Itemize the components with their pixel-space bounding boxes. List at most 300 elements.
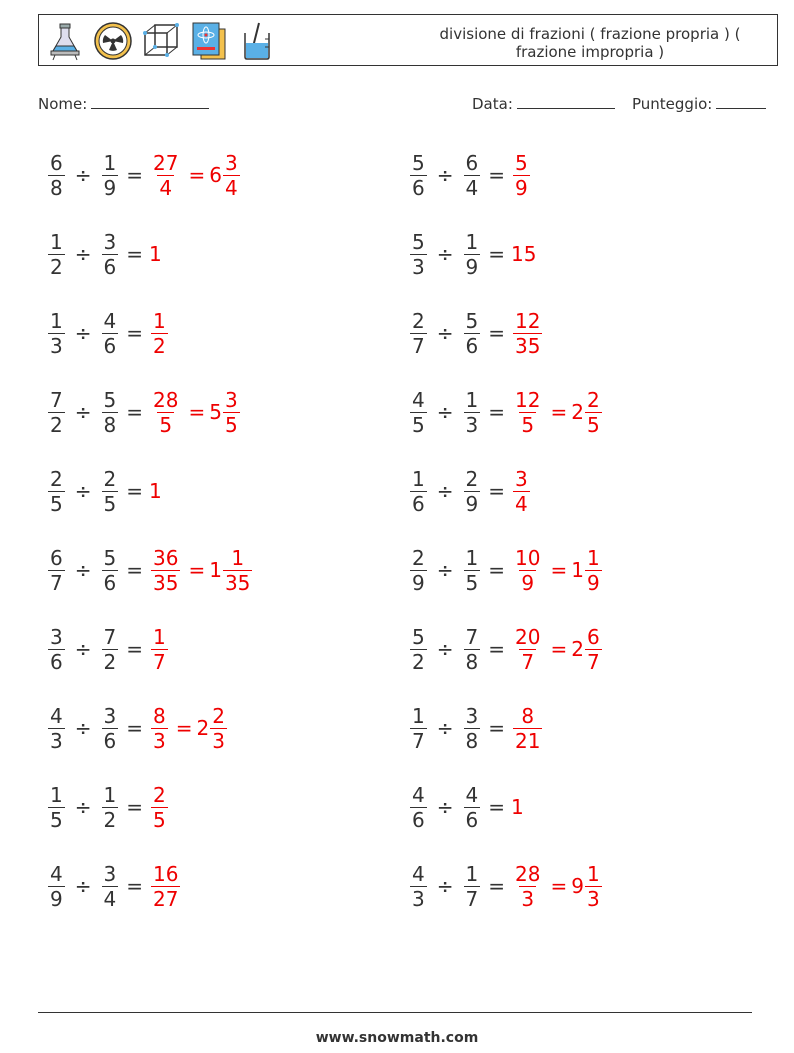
denominator: 5 bbox=[153, 807, 166, 832]
denominator: 8 bbox=[103, 412, 117, 437]
numerator: 12 bbox=[515, 308, 541, 333]
problem-item bbox=[408, 379, 602, 445]
answer-fraction bbox=[151, 388, 180, 437]
denominator: 6 bbox=[103, 333, 117, 358]
divide-sign: ÷ bbox=[436, 163, 454, 187]
answer-fraction bbox=[151, 151, 180, 200]
denominator: 2 bbox=[50, 254, 63, 279]
numerator: 5 bbox=[412, 229, 425, 254]
divide-sign: ÷ bbox=[436, 242, 454, 266]
divisor-fraction bbox=[102, 862, 119, 911]
answer-fraction bbox=[513, 862, 542, 911]
denominator: 6 bbox=[412, 491, 425, 516]
denominator: 9 bbox=[103, 175, 117, 200]
mixed-fraction bbox=[585, 625, 602, 674]
denominator: 3 bbox=[586, 886, 600, 911]
numerator: 5 bbox=[412, 624, 425, 649]
denominator: 6 bbox=[50, 649, 63, 674]
numerator: 28 bbox=[515, 861, 541, 886]
problem-item bbox=[46, 458, 162, 524]
denominator: 7 bbox=[465, 886, 479, 911]
numerator: 4 bbox=[412, 861, 425, 886]
numerator: 1 bbox=[50, 229, 63, 254]
worksheet-title: divisione di frazioni ( frazione propria ) ( frazione impropria ) bbox=[439, 25, 741, 61]
problem-item bbox=[408, 300, 544, 366]
numerator: 36 bbox=[153, 545, 179, 570]
problem-item bbox=[46, 616, 170, 682]
dividend-fraction bbox=[410, 467, 427, 516]
answer bbox=[149, 309, 170, 358]
answer-integer: 1 bbox=[149, 242, 162, 266]
problem-item bbox=[46, 853, 182, 919]
mixed-whole: 5 bbox=[209, 400, 222, 424]
denominator: 21 bbox=[515, 728, 541, 753]
numerator: 1 bbox=[50, 782, 63, 807]
divisor-fraction bbox=[102, 704, 119, 753]
worksheet-header bbox=[38, 14, 778, 66]
numerator: 4 bbox=[412, 782, 425, 807]
equals-sign: = bbox=[126, 400, 143, 424]
denominator: 8 bbox=[465, 649, 479, 674]
divisor-fraction bbox=[464, 862, 481, 911]
numerator: 3 bbox=[224, 150, 238, 175]
answer bbox=[511, 242, 536, 266]
problem-item bbox=[46, 695, 227, 761]
numerator: 3 bbox=[224, 387, 238, 412]
numerator: 5 bbox=[103, 387, 117, 412]
answer-fraction bbox=[513, 309, 542, 358]
denominator: 5 bbox=[224, 412, 238, 437]
denominator: 5 bbox=[50, 491, 63, 516]
numerator: 20 bbox=[515, 624, 541, 649]
divide-sign: ÷ bbox=[74, 321, 92, 345]
denominator: 4 bbox=[465, 175, 479, 200]
mixed-whole: 6 bbox=[209, 163, 222, 187]
divide-sign: ÷ bbox=[436, 795, 454, 819]
divisor-fraction bbox=[102, 388, 119, 437]
problem-item bbox=[408, 695, 544, 761]
numerator: 1 bbox=[231, 545, 245, 570]
numerator: 7 bbox=[103, 624, 117, 649]
divisor-fraction bbox=[102, 230, 119, 279]
divide-sign: ÷ bbox=[74, 400, 92, 424]
numerator: 6 bbox=[50, 545, 63, 570]
dividend-fraction bbox=[48, 230, 65, 279]
equals-sign: = bbox=[488, 479, 505, 503]
denominator: 2 bbox=[103, 807, 117, 832]
denominator: 3 bbox=[465, 412, 479, 437]
numerator: 2 bbox=[412, 308, 425, 333]
denominator: 4 bbox=[103, 886, 117, 911]
denominator: 6 bbox=[103, 570, 117, 595]
answer bbox=[511, 546, 602, 595]
mixed-fraction bbox=[585, 862, 602, 911]
denominator: 3 bbox=[412, 886, 425, 911]
equals-sign: = bbox=[126, 637, 143, 661]
answer bbox=[511, 704, 544, 753]
answer-equals-sign: = bbox=[550, 874, 568, 898]
divisor-fraction bbox=[464, 467, 481, 516]
divisor-fraction bbox=[464, 151, 481, 200]
denominator: 7 bbox=[50, 570, 63, 595]
dividend-fraction bbox=[48, 862, 65, 911]
divide-sign: ÷ bbox=[74, 795, 92, 819]
dividend-fraction bbox=[48, 467, 65, 516]
answer-fraction bbox=[513, 467, 530, 516]
denominator: 9 bbox=[412, 570, 425, 595]
problem-item bbox=[408, 221, 536, 287]
divide-sign: ÷ bbox=[436, 637, 454, 661]
divide-sign: ÷ bbox=[436, 874, 454, 898]
answer-integer: 15 bbox=[511, 242, 537, 266]
answer bbox=[511, 862, 602, 911]
numerator: 1 bbox=[465, 229, 479, 254]
dividend-fraction bbox=[48, 546, 65, 595]
equals-sign: = bbox=[488, 321, 505, 345]
denominator: 6 bbox=[465, 333, 479, 358]
divisor-fraction bbox=[464, 625, 481, 674]
problem-item bbox=[408, 142, 532, 208]
denominator: 8 bbox=[465, 728, 479, 753]
mixed-whole: 1 bbox=[571, 558, 584, 582]
numerator: 4 bbox=[103, 308, 117, 333]
answer-integer: 1 bbox=[511, 795, 524, 819]
numerator: 27 bbox=[153, 150, 179, 175]
mixed-fraction bbox=[223, 546, 252, 595]
dividend-fraction bbox=[410, 783, 427, 832]
divisor-fraction bbox=[464, 309, 481, 358]
answer bbox=[511, 309, 544, 358]
answer bbox=[511, 467, 532, 516]
equals-sign: = bbox=[126, 558, 143, 582]
numerator: 3 bbox=[103, 229, 117, 254]
answer-integer: 1 bbox=[149, 479, 162, 503]
equals-sign: = bbox=[488, 874, 505, 898]
divisor-fraction bbox=[102, 467, 119, 516]
divisor-fraction bbox=[464, 230, 481, 279]
denominator: 5 bbox=[586, 412, 600, 437]
denominator: 6 bbox=[103, 728, 117, 753]
name-field bbox=[38, 94, 209, 113]
denominator: 2 bbox=[103, 649, 117, 674]
numerator: 8 bbox=[521, 703, 535, 728]
divisor-fraction bbox=[464, 546, 481, 595]
divide-sign: ÷ bbox=[436, 400, 454, 424]
dividend-fraction bbox=[48, 309, 65, 358]
problem-item bbox=[46, 300, 170, 366]
divide-sign: ÷ bbox=[436, 321, 454, 345]
answer-equals-sign: = bbox=[188, 558, 206, 582]
divisor-fraction bbox=[464, 388, 481, 437]
problem-item bbox=[46, 221, 162, 287]
dividend-fraction bbox=[48, 704, 65, 753]
denominator: 5 bbox=[103, 491, 117, 516]
answer bbox=[149, 546, 252, 595]
denominator: 6 bbox=[465, 807, 479, 832]
numerator: 10 bbox=[515, 545, 541, 570]
denominator: 3 bbox=[412, 254, 425, 279]
mixed-whole: 2 bbox=[571, 637, 584, 661]
numerator: 2 bbox=[103, 466, 117, 491]
numerator: 2 bbox=[212, 703, 225, 728]
numerator: 6 bbox=[586, 624, 600, 649]
answer bbox=[149, 862, 182, 911]
dividend-fraction bbox=[410, 546, 427, 595]
answer-equals-sign: = bbox=[550, 637, 568, 661]
denominator: 4 bbox=[159, 175, 173, 200]
mixed-fraction bbox=[223, 388, 240, 437]
numerator: 1 bbox=[586, 861, 600, 886]
denominator: 5 bbox=[50, 807, 63, 832]
denominator: 3 bbox=[153, 728, 166, 753]
dividend-fraction bbox=[410, 309, 427, 358]
cube-icon bbox=[141, 21, 181, 61]
denominator: 3 bbox=[212, 728, 225, 753]
answer-equals-sign: = bbox=[188, 400, 206, 424]
denominator: 35 bbox=[515, 333, 541, 358]
divide-sign: ÷ bbox=[74, 558, 92, 582]
equals-sign: = bbox=[126, 321, 143, 345]
answer bbox=[149, 704, 227, 753]
dividend-fraction bbox=[410, 230, 427, 279]
divisor-fraction bbox=[102, 546, 119, 595]
problem-item bbox=[408, 853, 602, 919]
denominator: 3 bbox=[50, 728, 63, 753]
equals-sign: = bbox=[126, 479, 143, 503]
footer-url: www.snowmath.com bbox=[315, 1030, 479, 1046]
divide-sign: ÷ bbox=[436, 716, 454, 740]
dividend-fraction bbox=[410, 151, 427, 200]
dividend-fraction bbox=[410, 388, 427, 437]
denominator: 5 bbox=[159, 412, 173, 437]
mixed-fraction bbox=[223, 151, 240, 200]
equals-sign: = bbox=[488, 242, 505, 266]
answer bbox=[149, 388, 240, 437]
answer-fraction bbox=[151, 862, 180, 911]
numerator: 4 bbox=[50, 703, 63, 728]
numerator: 5 bbox=[103, 545, 117, 570]
divisor-fraction bbox=[102, 625, 119, 674]
answer-fraction bbox=[513, 704, 542, 753]
answer-equals-sign: = bbox=[175, 716, 193, 740]
answer-fraction bbox=[151, 546, 180, 595]
denominator: 6 bbox=[412, 175, 425, 200]
answer bbox=[149, 242, 162, 266]
problem-item bbox=[46, 142, 240, 208]
denominator: 7 bbox=[586, 649, 600, 674]
problem-item bbox=[408, 616, 602, 682]
numerator: 1 bbox=[465, 861, 479, 886]
problem-item bbox=[408, 537, 602, 603]
answer bbox=[511, 795, 524, 819]
numerator: 28 bbox=[153, 387, 179, 412]
score-label: Punteggio: bbox=[632, 95, 713, 113]
divide-sign: ÷ bbox=[74, 163, 92, 187]
answer bbox=[511, 388, 602, 437]
denominator: 9 bbox=[515, 175, 528, 200]
numerator: 1 bbox=[103, 150, 117, 175]
numerator: 1 bbox=[586, 545, 600, 570]
answer-fraction bbox=[151, 625, 168, 674]
equals-sign: = bbox=[488, 163, 505, 187]
denominator: 2 bbox=[153, 333, 166, 358]
denominator: 7 bbox=[412, 728, 425, 753]
numerator: 2 bbox=[153, 782, 166, 807]
answer-fraction bbox=[151, 783, 168, 832]
denominator: 35 bbox=[153, 570, 179, 595]
numerator: 3 bbox=[515, 466, 528, 491]
atom-book-icon bbox=[189, 21, 229, 61]
denominator: 8 bbox=[50, 175, 63, 200]
denominator: 9 bbox=[586, 570, 600, 595]
denominator: 7 bbox=[521, 649, 535, 674]
answer bbox=[511, 625, 602, 674]
divide-sign: ÷ bbox=[74, 242, 92, 266]
dividend-fraction bbox=[410, 625, 427, 674]
name-label: Nome: bbox=[38, 95, 88, 113]
mixed-whole: 2 bbox=[571, 400, 584, 424]
numerator: 1 bbox=[412, 703, 425, 728]
denominator: 4 bbox=[224, 175, 238, 200]
numerator: 1 bbox=[465, 545, 479, 570]
numerator: 7 bbox=[50, 387, 63, 412]
divide-sign: ÷ bbox=[74, 716, 92, 740]
denominator: 5 bbox=[465, 570, 479, 595]
denominator: 9 bbox=[465, 491, 479, 516]
equals-sign: = bbox=[488, 716, 505, 740]
numerator: 4 bbox=[50, 861, 63, 886]
numerator: 2 bbox=[50, 466, 63, 491]
dividend-fraction bbox=[48, 388, 65, 437]
equals-sign: = bbox=[126, 874, 143, 898]
denominator: 6 bbox=[412, 807, 425, 832]
dividend-fraction bbox=[48, 625, 65, 674]
answer-equals-sign: = bbox=[188, 163, 206, 187]
divisor-fraction bbox=[102, 151, 119, 200]
equals-sign: = bbox=[488, 795, 505, 819]
dividend-fraction bbox=[410, 704, 427, 753]
mixed-fraction bbox=[585, 546, 602, 595]
answer bbox=[149, 151, 240, 200]
divisor-fraction bbox=[102, 783, 119, 832]
denominator: 2 bbox=[50, 412, 63, 437]
denominator: 9 bbox=[465, 254, 479, 279]
denominator: 7 bbox=[153, 649, 166, 674]
divide-sign: ÷ bbox=[436, 558, 454, 582]
numerator: 3 bbox=[465, 703, 479, 728]
numerator: 4 bbox=[412, 387, 425, 412]
answer-fraction bbox=[151, 309, 168, 358]
divisor-fraction bbox=[464, 704, 481, 753]
numerator: 3 bbox=[50, 624, 63, 649]
equals-sign: = bbox=[488, 400, 505, 424]
numerator: 2 bbox=[465, 466, 479, 491]
divide-sign: ÷ bbox=[74, 637, 92, 661]
numerator: 1 bbox=[153, 624, 166, 649]
radiation-icon bbox=[93, 21, 133, 61]
divisor-fraction bbox=[464, 783, 481, 832]
problem-item bbox=[408, 458, 532, 524]
answer-equals-sign: = bbox=[550, 400, 568, 424]
date-field bbox=[472, 94, 615, 113]
denominator: 35 bbox=[224, 570, 251, 595]
answer bbox=[149, 783, 170, 832]
numerator: 3 bbox=[103, 861, 117, 886]
numerator: 1 bbox=[412, 466, 425, 491]
numerator: 1 bbox=[50, 308, 63, 333]
dividend-fraction bbox=[48, 151, 65, 200]
equals-sign: = bbox=[126, 795, 143, 819]
numerator: 4 bbox=[465, 782, 479, 807]
denominator: 3 bbox=[50, 333, 63, 358]
answer bbox=[511, 151, 532, 200]
answer-fraction bbox=[513, 151, 530, 200]
denominator: 27 bbox=[153, 886, 179, 911]
date-label: Data: bbox=[472, 95, 513, 113]
mixed-whole: 2 bbox=[196, 716, 210, 740]
score-blank[interactable] bbox=[716, 94, 766, 109]
mixed-fraction bbox=[210, 704, 227, 753]
equals-sign: = bbox=[488, 637, 505, 661]
problem-item bbox=[408, 774, 524, 840]
denominator: 5 bbox=[521, 412, 535, 437]
denominator: 4 bbox=[515, 491, 528, 516]
divisor-fraction bbox=[102, 309, 119, 358]
denominator: 9 bbox=[521, 570, 535, 595]
numerator: 6 bbox=[50, 150, 63, 175]
problem-item bbox=[46, 774, 170, 840]
numerator: 2 bbox=[412, 545, 425, 570]
denominator: 3 bbox=[521, 886, 535, 911]
equals-sign: = bbox=[488, 558, 505, 582]
mixed-fraction bbox=[585, 388, 602, 437]
name-blank[interactable] bbox=[91, 94, 209, 109]
divide-sign: ÷ bbox=[436, 479, 454, 503]
answer-fraction bbox=[513, 388, 542, 437]
numerator: 5 bbox=[515, 150, 528, 175]
numerator: 16 bbox=[153, 861, 179, 886]
numerator: 3 bbox=[103, 703, 117, 728]
denominator: 7 bbox=[412, 333, 425, 358]
answer-fraction bbox=[513, 625, 542, 674]
problem-item bbox=[46, 537, 252, 603]
answer-fraction bbox=[513, 546, 542, 595]
header-icons bbox=[45, 21, 277, 61]
answer-equals-sign: = bbox=[550, 558, 568, 582]
numerator: 5 bbox=[465, 308, 479, 333]
numerator: 8 bbox=[153, 703, 166, 728]
numerator: 1 bbox=[153, 308, 166, 333]
footer-divider bbox=[38, 1012, 752, 1013]
mixed-whole: 9 bbox=[571, 874, 584, 898]
date-blank[interactable] bbox=[517, 94, 615, 109]
equals-sign: = bbox=[126, 163, 143, 187]
numerator: 7 bbox=[465, 624, 479, 649]
answer bbox=[149, 479, 162, 503]
dividend-fraction bbox=[410, 862, 427, 911]
answer bbox=[149, 625, 170, 674]
divide-sign: ÷ bbox=[74, 874, 92, 898]
denominator: 6 bbox=[103, 254, 117, 279]
numerator: 6 bbox=[465, 150, 479, 175]
mixed-whole: 1 bbox=[209, 558, 222, 582]
equals-sign: = bbox=[126, 242, 143, 266]
numerator: 1 bbox=[465, 387, 479, 412]
numerator: 1 bbox=[103, 782, 117, 807]
numerator: 12 bbox=[515, 387, 541, 412]
beaker-icon bbox=[237, 21, 277, 61]
denominator: 2 bbox=[412, 649, 425, 674]
